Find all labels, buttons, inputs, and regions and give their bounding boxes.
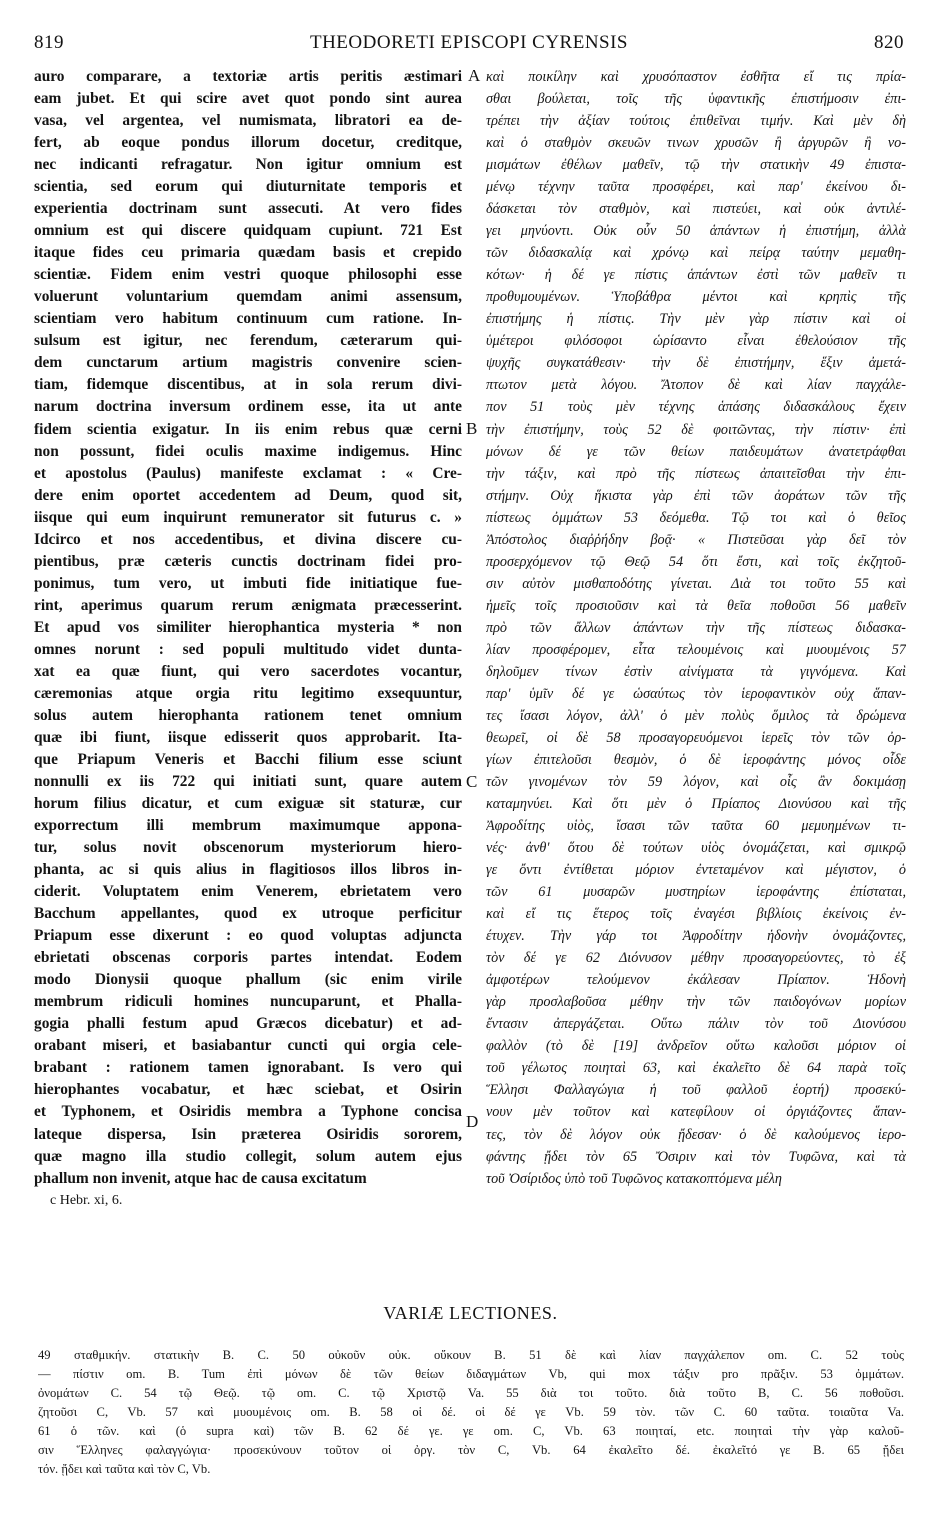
variant-reading-line: τόν. ᾔδει καὶ ταῦτα καὶ τὸν C, Vb.	[38, 1462, 211, 1476]
greek-text-line: τες ἴσασι λόγον, ἀλλ' ὁ μὲν πολὺς ὅμιλος τὰ δρώμενα	[486, 707, 906, 724]
latin-text-line: omnium est qui discere quidquam cupiunt. 721 Est	[34, 222, 462, 240]
greek-text-line: ἔντασιν ἀπεργάζεται. Οὕτω πάλιν τὸν τοῦ Διονύσου	[486, 1016, 906, 1033]
margin-marker-d: D	[466, 1112, 479, 1131]
latin-text-line: Et apud vos similiter hierophantica mysteria * non	[34, 618, 462, 636]
greek-text-line: γε ὄντι ἐντίθεται μόριον ἐντεταμένον καὶ μέγιστον, ὁ	[486, 862, 906, 879]
latin-text-line: scientiam vero habitum continuum cum ratione. In-	[34, 310, 462, 328]
greek-text-line: τὴν τάξιν, καὶ πρὸ τῆς πίστεως ἀπαιτεῖσθαι τὴν ἐπι-	[486, 465, 906, 482]
scripture-footnote: c Hebr. xi, 6.	[50, 1192, 123, 1208]
greek-text-line: τοῦ Ὀσίριδος ὑπὸ τοῦ Τυφῶνος κατακοπτόμενα μέλη	[486, 1170, 782, 1187]
latin-text-line: narum doctrina inversum ordinem esse, ita ut ante	[34, 398, 462, 416]
greek-text-line: Ἀπόστολος διαῤῥήδην βοᾷ· « Πιστεῦσαι γὰρ δεῖ τὸν	[486, 531, 906, 548]
variant-reading-line: σιν Ἕλληνες φαλαγγώγια· προσεκύνουν τοῦτον οἱ ὀργ. τὸν C, Vb. 64 ἐκαλεῖτο δέ. ἐκαλεῖτό γε B. 65 ᾔδει	[38, 1443, 904, 1457]
greek-text-line: στήμην. Οὐχ ἥκιστα γὰρ ἐπὶ τῶν ἀοράτων τῶν τῆς	[486, 487, 906, 504]
latin-text-line: que Priapum Veneris et Bacchi filium esse sciunt	[34, 750, 462, 768]
latin-text-line: ponimus, tum vero, ut imbuti fide initiatique fue-	[34, 574, 462, 592]
greek-text-line: ψυχῆς συγκατάθεσιν· τὴν δὲ ἐπιστήμην, ἕξιν ἀμετά-	[486, 355, 906, 372]
latin-text-line: quæ ibi fiunt, iisque edisserit quos approbarit. Ita-	[34, 728, 462, 746]
greek-text-line: κότων· ἡ δέ γε πίστις ἁπάντων ἐστὶ τῶν μαθεῖν τι	[486, 267, 906, 284]
variant-reading-line: 61 ὁ τῶν. καὶ (ὁ supra καὶ) τῶν B. 62 δέ γε. γε om. C, Vb. 63 ποιηταί, etc. ποιηταὶ τὴν γὰρ καλοῦ-	[38, 1424, 904, 1438]
latin-text-line: rint, aperimus quarum rerum ænigmata præcesserint.	[34, 596, 462, 614]
greek-text-line: τὸν δέ γε 62 Διόνυσον μέθην προσαγορεύοντες, τὸ ἐξ	[486, 950, 906, 967]
greek-text-line: παρ' ὑμῖν δέ γε ὡσαύτως τὸν ἱεροφαντικὸν οὐχ ἅπαν-	[486, 685, 906, 702]
latin-text-line: itaque fides ceu primaria quædam basis et crepido	[34, 244, 462, 262]
latin-text-line: dere enim oportet accedentem ad Deum, quod sit,	[34, 486, 462, 504]
latin-text-line: omnes norunt : sed populi multitudo videt dunta-	[34, 640, 462, 658]
variae-lectiones	[38, 1346, 904, 1479]
greek-text-line: ὑμέτεροι φιλόσοφοι ὡρίσαντο εἶναι ἐθελούσιον τῆς	[486, 333, 906, 350]
greek-text-line: τοῦ γέλωτος ποιηταὶ 63, καὶ ἐκαλεῖτο δὲ 64 παρὰ τοῖς	[486, 1060, 906, 1077]
latin-text-line: dem cunctarum artium magistris convenire scien-	[34, 354, 462, 372]
variant-reading-line: ὀνομάτων C. 54 τῷ Θεῷ. τῷ om. C. τῷ Χριστῷ Va. 55 διὰ τοι τοῦτο. διὰ τοῦτο B, C. 56 ποθοῦσι.	[38, 1386, 904, 1400]
latin-text-line: cæremonias atque orgia ritu legitimo exsequuntur,	[34, 684, 462, 702]
latin-text-line: auro comparare, a textoriæ artis peritis æstimari	[34, 68, 462, 85]
greek-text-line: Ἕλλησι Φαλλαγώγια ἡ τοῦ φαλλοῦ ἑορτή) προσεκύ-	[486, 1082, 906, 1099]
latin-text-line: modo Dionysii quoque phallum (sic enim virile	[34, 971, 462, 989]
latin-text-line: gogia phalli festum apud Græcos dicebatur) et ad-	[34, 1015, 462, 1033]
greek-text-line: δάσκεται τὸν σταθμὸν, καὶ πιστεύει, καὶ οὐκ ἀντιλέ-	[486, 201, 906, 218]
latin-text-line: experientia doctrinam sunt assecuti. At vero fides	[34, 200, 462, 218]
greek-text-line: προθυμουμένων. Ὑποβάθρα μέντοι καὶ κρηπὶς τῆς	[486, 289, 906, 306]
greek-text-line: τες, τὸν δὲ λόγον οὐκ ᾔδεσαν· ὁ δὲ καλούμενος ἱερο-	[486, 1126, 906, 1143]
greek-text-line: νές· ἀνθ' ὅτου δὲ τούτων υἱὸς ὀνομάζεται, καὶ σμικρῷ	[486, 840, 906, 857]
greek-text-line: τῶν γινομένων τὸν 59 λόγον, καὶ οἷς ἂν δοκιμάσῃ	[486, 774, 906, 790]
margin-marker-c: C	[466, 772, 478, 791]
latin-text-line: tiam, fidemque discentibus, at in sola rerum divi-	[34, 376, 462, 394]
greek-text-line: καὶ εἴ τις ἕτερος τοῖς ἐναγέσι βιβλίοις ἐκείνοις ἐν-	[486, 906, 906, 923]
greek-text-line: γὰρ προσλαβοῦσα μέθην τὴν τῶν παιδογόνων μορίων	[486, 994, 906, 1011]
latin-text-line: quæ magno illa studio collegit, solum autem ejus	[34, 1147, 462, 1165]
latin-text-line: horum filius dicatur, et cum exiguæ sit staturæ, cur	[34, 795, 462, 813]
greek-text-line: τὴν ἐπιστήμην, τοὺς 52 δὲ φοιτῶντας, τὴν πίστιν· ἐπὶ	[486, 421, 906, 438]
greek-text-line: πρὸ τῶν ἄλλων ἁπάντων τὴν τῆς πίστεως διδασκα-	[486, 619, 906, 636]
greek-text-line: καὶ ποικίλην καὶ χρυσόπαστον ἐσθῆτα εἴ τις πρία-	[486, 69, 906, 85]
latin-text-line: scientiæ. Fidem enim vestri quoque philosophi esse	[34, 266, 462, 284]
latin-text-line: iisque qui eum inquirunt remunerator sit futurus c. »	[34, 508, 462, 526]
greek-text-line: ἐπιστήμης ἡ πίστις. Τὴν μὲν γὰρ πίστιν καὶ οἱ	[486, 311, 906, 328]
greek-text-line: έτυχεν. Τὴν γάρ τοι Ἀφροδίτην ἡδονὴν ὀνομάζοντες,	[486, 928, 906, 945]
page-number-right: 820	[874, 32, 904, 53]
margin-marker-b: B	[466, 419, 478, 438]
greek-text-line: φάντης ᾔδει τὸν 65 Ὄσιριν καὶ τὸν Τυφῶνα, καὶ τὰ	[486, 1148, 906, 1165]
latin-column	[34, 66, 462, 1212]
variae-lectiones-heading: VARIÆ LECTIONES.	[383, 1303, 558, 1323]
page-number-left: 819	[34, 32, 64, 53]
latin-text-line: tur, solus novit obscenorum mysteriorum hiero-	[34, 839, 462, 857]
latin-text-line: brabant : rationem tamen ignorabant. Is vero qui	[34, 1059, 462, 1077]
greek-text-line: καὶ ὁ σταθμὸν σκευῶν τινων χρυσῶν ἢ ἀργυρῶν ἢ νο-	[486, 135, 906, 152]
latin-text-line: lateque dispersa, Isin præterea Osiridis sororem,	[34, 1125, 462, 1143]
greek-text-line: νουν μὲν τοῦτον καὶ κατεφίλουν οἱ ὀργιάζοντες ἅπαν-	[486, 1104, 906, 1121]
latin-text-line: solus autem hierophanta rationem tenet omnium	[34, 706, 462, 724]
greek-text-line: τῶν διδασκαλίᾳ καὶ χρόνῳ καὶ πείρᾳ ταύτην μεμαθη-	[486, 245, 906, 262]
greek-text-line: Ἀφροδίτης υἱὸς, ἴσασι τῶν ταῦτα 60 μεμυημένων τι-	[486, 818, 906, 835]
latin-text-line: vasa, vel argentea, vel numismata, libratori ea de-	[34, 112, 462, 130]
latin-text-line: pientibus, præ cæteris cunctis doctrinam fidei pro-	[34, 552, 462, 570]
greek-text-line: καταμηνύει. Καὶ ὅτι μὲν ὁ Πρίαπος Διονύσου καὶ τῆς	[486, 796, 906, 813]
margin-marker-a: A	[468, 66, 481, 85]
greek-text-line: σιν αὐτὸν μισθαποδότης γίνεται. Διὰ τοι τοῦτο 55 καὶ	[486, 575, 906, 592]
latin-text-line: voluerunt voluntarium quemdam animi assensum,	[34, 288, 462, 306]
running-header	[34, 32, 904, 62]
latin-text-line: membrum ridiculi homines nuncuparunt, et Phalla-	[34, 993, 462, 1011]
greek-text-line: πίστεως ὀμμάτων 53 δεόμεθα. Τῷ τοι καὶ ὁ θεῖος	[486, 509, 906, 526]
latin-text-line: sulsum est igitur, nec ferendum, cæterarum qui-	[34, 332, 462, 350]
latin-text-line: eam jubet. Et qui scire avet quot pondo sint aurea	[34, 90, 462, 108]
greek-text-line: δηλοῦμεν τίνων ἐστὶν αἰνίγματα τὰ γιγνόμενα. Καὶ	[486, 663, 906, 680]
variant-reading-line: 49 σταθμικήν. στατικὴν B. C. 50 οὐκοῦν οὐκ. οὔκουν B. 51 δὲ καὶ λίαν παγχάλεπον om. C. 52 τοὺς	[38, 1348, 904, 1362]
greek-text-line: τῶν 61 μυσαρῶν μυστηρίων ἱεροφάντης ἐπίσταται,	[486, 884, 906, 901]
greek-column	[486, 66, 906, 1190]
variant-reading-line: ζητοῦσι C, Vb. 57 καὶ μυουμένοις om. B. 58 οἱ δέ. οἱ δέ γε Vb. 59 τὸν. τῶν C. 60 ταῦτα. τοιαῦτα Va.	[38, 1405, 904, 1419]
latin-text-line: fert, ab eoque pondus illorum docetur, creditque,	[34, 134, 462, 152]
latin-text-line: ebrietati obscenas corporis partes intendat. Eodem	[34, 949, 462, 967]
latin-text-line: nonnulli ex iis 722 qui initiati sunt, quare autem	[34, 773, 462, 790]
greek-text-line: σθαι βούλεται, τοῖς τῆς ὑφαντικῆς ἐπιστήμοσιν ἐπι-	[486, 91, 906, 108]
latin-text-line: Idcirco et nos accedentibus, et divina discere cu-	[34, 530, 462, 548]
greek-text-line: λίαν προσφέρομεν, εἶτα τελουμένοις καὶ μυουμένοις 57	[486, 641, 906, 658]
latin-text-line: nec indicanti refragatur. Non igitur omnium est	[34, 156, 462, 174]
greek-text-line: μισμάτων ἐθέλων μαθεῖν, τῷ τὴν στατικὴν 49 ἐπιστα-	[486, 157, 906, 174]
greek-text-line: γει μηνύοντι. Οὐκ οὖν 50 ἁπάντων ἡ ἐπιστήμη, ἀλλὰ	[486, 223, 906, 240]
greek-text-line: μένῳ τέχνην ταῦτα προσφέρει, καὶ παρ' ἐκείνου δι-	[486, 179, 906, 196]
latin-text-line: exporrectum illi membrum maximumque appona-	[34, 817, 462, 835]
greek-text-line: ἡμεῖς τοῖς προσιοῦσιν καὶ τὰ θεῖα ποθοῦσι 56 μαθεῖν	[486, 597, 906, 614]
latin-text-line: orabant miseri, et basiabantur cuncti qui orgia cele-	[34, 1037, 462, 1055]
greek-text-line: ἀμφοτέρων τελούμενον ἐκάλεσαν Πρίαπον. Ἡδονὴ	[486, 972, 906, 989]
greek-text-line: τρέπει τὴν ἀξίαν τούτοις ἐπιθεῖναι τιμήν. Καὶ μὲν δὴ	[486, 113, 906, 130]
latin-text-line: hierophantes vocabatur, et hæc sciebat, et Osirin	[34, 1081, 462, 1099]
latin-text-line: fidem scientia exigatur. In iis enim rebus quæ cerni	[34, 420, 462, 438]
greek-text-line: γίων ἐπιτελοῦσι θεσμὸν, ὁ δὲ ἱεροφάντης μόνος οἶδε	[486, 751, 906, 768]
greek-text-line: πον 51 τοὺς μὲν τέχνης ἁπάσης διδασκάλους ἔχειν	[486, 399, 906, 416]
greek-text-line: θεωρεῖ, οἱ δὲ 58 προσαγορευόμενοι ἱερεῖς τὸν τῶν ὀρ-	[486, 729, 906, 746]
latin-text-line: et apostolus (Paulus) manifeste exclamat : « Cre-	[34, 464, 462, 482]
latin-text-line: phallum non invenit, atque hac de causa excitatum	[34, 1169, 367, 1187]
latin-text-line: ciderit. Voluptatem enim Venerem, ebrietatem vero	[34, 883, 462, 901]
greek-text-line: προσερχόμενον τῷ Θεῷ 54 ὅτι ἔστι, καὶ τοῖς ἐκζητοῦ-	[486, 553, 906, 570]
greek-text-line: φαλλὸν (τὸ δὲ [19] ἀνδρεῖον οὕτω καλοῦσι μόριον οἱ	[486, 1038, 906, 1055]
latin-text-line: Priapum esse dixerunt : eo quod voluptas adjuncta	[34, 927, 462, 945]
greek-text-line: μόνων δέ γε τῶν θείων παιδευμάτων ἀνατετράφθαι	[486, 443, 906, 460]
latin-text-line: Bacchum appellantes, quod ex utroque perficitur	[34, 905, 462, 923]
variant-reading-line: — πίστιν om. B. Tum ἐπὶ μόνων δὲ τῶν θείων διδαγμάτων Vb, qui mox τάξιν pro πρᾶξιν. 53 ὀμμάτων.	[38, 1367, 904, 1381]
latin-text-line: xat ea quæ fiunt, qui vero sacerdotes vocantur,	[34, 662, 462, 680]
running-title: THEODORETI EPISCOPI CYRENSIS	[309, 32, 629, 53]
greek-text-line: πτωτον μετὰ λόγου. Ἄτοπον δὲ καὶ λίαν παγχάλε-	[486, 377, 906, 394]
latin-text-line: et Typhonem, et Osiridis membra a Typhone concisa	[34, 1103, 462, 1121]
latin-text-line: non possunt, fidei oculis maxime indigemus. Hinc	[34, 442, 462, 460]
latin-text-line: scientia, sed eorum qui diuturnitate temporis et	[34, 178, 462, 196]
latin-text-line: phanta, ac si quis alius in flagitiosos illos libros in-	[34, 861, 462, 879]
